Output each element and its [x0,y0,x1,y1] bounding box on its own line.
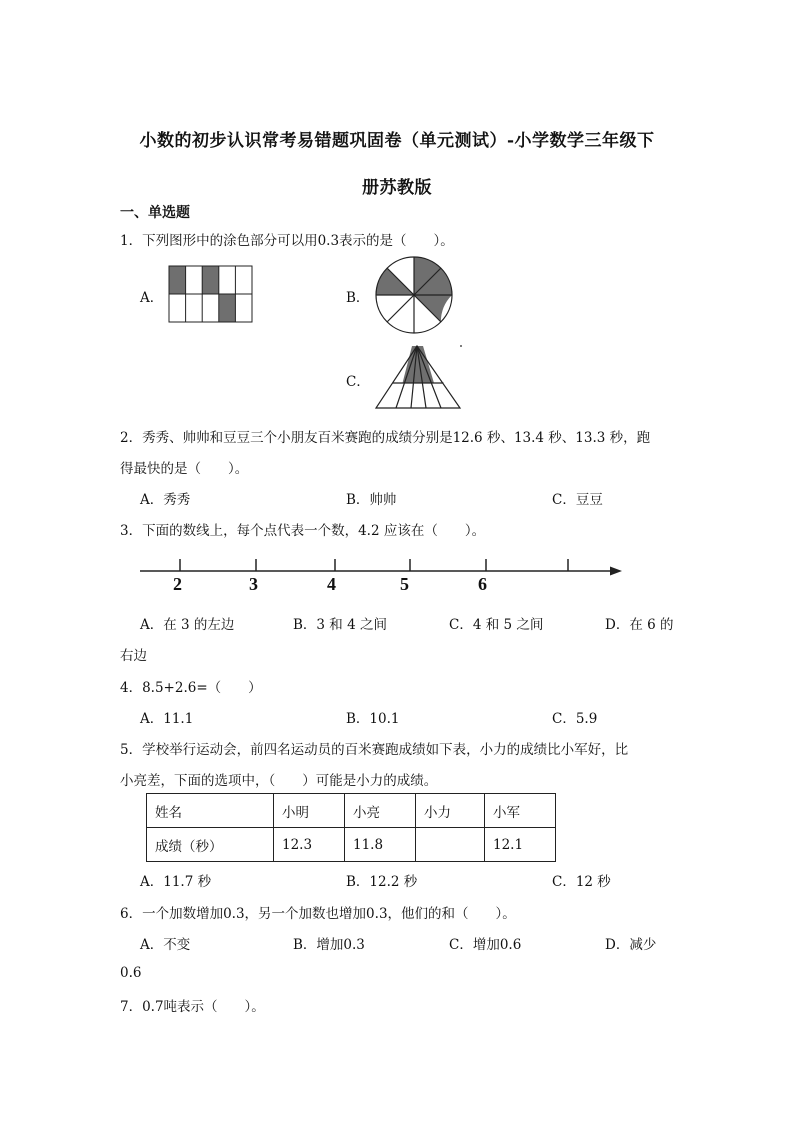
document-title-line2: 册苏教版 [362,178,432,198]
number-line-label: 5 [400,574,409,594]
number-line [140,553,630,598]
number-line-arrow [610,567,622,576]
q3-option-d-continued: 右边 [120,648,147,664]
table-cell: 成绩（秒） [147,828,274,862]
q6-option-a[interactable]: A．不变 [140,937,191,953]
q1-triangle-figure [374,345,464,411]
number-line-label: 6 [478,574,487,594]
q2-option-a[interactable]: A．秀秀 [140,492,191,508]
q4-option-c[interactable]: C．5.9 [552,711,598,727]
q6-option-c[interactable]: C．增加0.6 [449,937,522,953]
question-5-line1: 5．学校举行运动会，前四名运动员的百米赛跑成绩如下表，小力的成绩比小军好，比 [120,742,629,758]
q1-circle-figure [374,255,454,335]
table-row [147,828,556,862]
grid-shaded-cell [219,294,236,322]
q1-option-b-label[interactable]: B． [346,290,370,306]
q3-option-d[interactable]: D．在 6 的 [605,617,674,633]
q6-option-b[interactable]: B．增加0.3 [293,937,365,953]
q1-option-c-label[interactable]: C． [346,374,370,390]
table-cell: 12.3 [274,828,345,862]
q4-option-b[interactable]: B．10.1 [346,711,400,727]
table-cell: 11.8 [345,828,416,862]
question-2-line2: 得最快的是（ ）。 [120,461,249,477]
q6-option-d[interactable]: D．减少 [605,937,657,953]
table-cell: 小亮 [345,794,416,828]
q2-option-b[interactable]: B．帅帅 [346,492,397,508]
q3-option-a[interactable]: A．在 3 的左边 [140,617,235,633]
table-cell: 小明 [274,794,345,828]
circle-shaded-sector [376,268,414,295]
q4-option-a[interactable]: A．11.1 [140,711,194,727]
table-cell: 12.1 [485,828,556,862]
table-cell [416,828,485,862]
q2-option-c[interactable]: C．豆豆 [552,492,603,508]
grid-shaded-cell [202,266,219,294]
question-4: 4．8.5+2.6=（ ） [120,680,262,696]
q5-option-c[interactable]: C．12 秒 [552,874,611,890]
grid-shaded-cell [169,266,186,294]
q5-option-a[interactable]: A．11.7 秒 [140,874,212,890]
q3-option-b[interactable]: B．3 和 4 之间 [293,617,387,633]
section-heading: 一、单选题 [120,205,190,221]
question-7: 7．0.7吨表示（ ）。 [120,999,265,1015]
q1-option-a-label[interactable]: A． [140,290,164,306]
table-cell: 小力 [416,794,485,828]
number-line-label: 3 [249,574,258,594]
question-2-line1: 2．秀秀、帅帅和豆豆三个小朋友百米赛跑的成绩分别是12.6 秒、13.4 秒、13.3 秒，跑 [120,430,651,446]
table-header-row [147,794,556,828]
question-3: 3．下面的数线上，每个点代表一个数，4.2 应该在（ ）。 [120,523,486,539]
q6-option-d-continued: 0.6 [120,965,142,981]
document-title: 小数的初步认识常考易错题巩固卷（单元测试）-小学数学三年级下 [139,131,655,151]
table-cell: 小军 [485,794,556,828]
q5-option-b[interactable]: B．12.2 秒 [346,874,418,890]
q1-grid-figure [168,265,253,323]
question-6: 6．一个加数增加0.3，另一个加数也增加0.3，他们的和（ ）。 [120,906,516,922]
number-line-label: 4 [327,574,336,594]
table-cell: 姓名 [147,794,274,828]
question-1: 1．下列图形中的涂色部分可以用0.3表示的是（ ）。 [120,233,454,249]
question-5-line2: 小亮差，下面的选项中，（ ）可能是小力的成绩。 [120,773,438,789]
results-table [146,793,556,862]
number-line-label: 2 [173,574,182,594]
q3-option-c[interactable]: C．4 和 5 之间 [449,617,544,633]
